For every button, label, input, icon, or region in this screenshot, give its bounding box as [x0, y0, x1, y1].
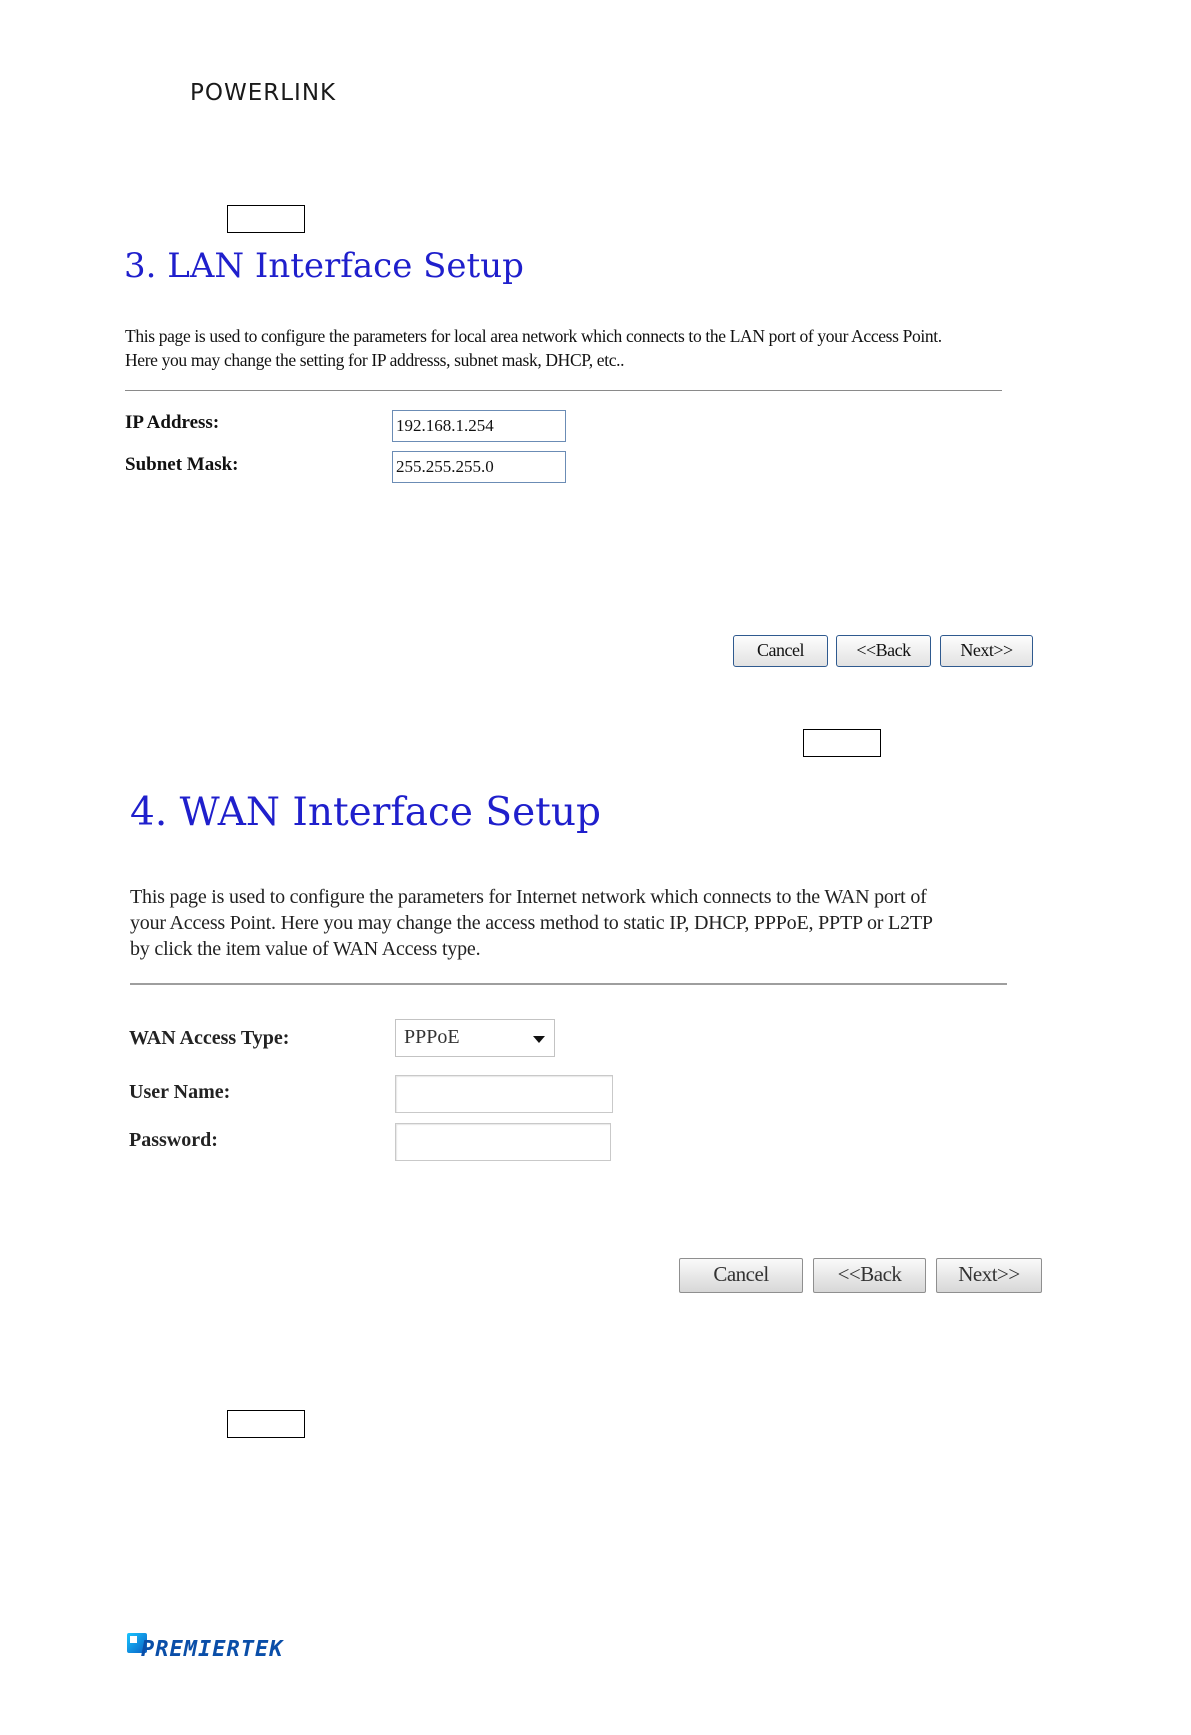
user-name-label: User Name:: [129, 1081, 231, 1103]
wan-access-type-value: PPPoE: [404, 1026, 460, 1048]
lan-page-title: 3. LAN Interface Setup: [124, 246, 524, 286]
lan-next-button[interactable]: Next>>: [940, 635, 1033, 667]
subnet-mask-label: Subnet Mask:: [125, 454, 239, 475]
powerlink-logo: POWERLINK: [190, 80, 337, 106]
subnet-mask-input[interactable]: [392, 451, 566, 483]
blank-box-bottom: [227, 1410, 305, 1438]
wan-back-button[interactable]: <<Back: [813, 1258, 926, 1293]
password-label: Password:: [129, 1129, 218, 1151]
user-name-input[interactable]: [395, 1075, 613, 1113]
lan-back-button[interactable]: <<Back: [836, 635, 931, 667]
wan-access-type-label: WAN Access Type:: [129, 1027, 290, 1049]
ip-address-input[interactable]: [392, 410, 566, 442]
chevron-down-icon: [533, 1036, 545, 1043]
password-input[interactable]: [395, 1123, 611, 1161]
lan-description: This page is used to configure the parameters for local area network which connects to the LAN port of your Access Point. Here you may change the setting for IP addresss, subnet mask, DHCP, etc..: [125, 326, 942, 370]
wan-divider: [130, 983, 1007, 985]
lan-divider: [125, 390, 1002, 391]
ip-address-label: IP Address:: [125, 412, 220, 433]
wan-access-type-select[interactable]: [395, 1019, 555, 1057]
wan-description: This page is used to configure the parameters for Internet network which connects to the WAN port of your Access Point. Here you may change the access method to static IP, DHCP, PPPoE, PPTP or L2TP by click the item value of WAN Access type.: [130, 886, 933, 960]
wan-next-button[interactable]: Next>>: [936, 1258, 1042, 1293]
blank-box-middle: [803, 729, 881, 757]
lan-cancel-button[interactable]: Cancel: [733, 635, 828, 667]
wan-cancel-button[interactable]: Cancel: [679, 1258, 803, 1293]
blank-box-top: [227, 205, 305, 233]
wan-page-title: 4. WAN Interface Setup: [130, 790, 601, 835]
